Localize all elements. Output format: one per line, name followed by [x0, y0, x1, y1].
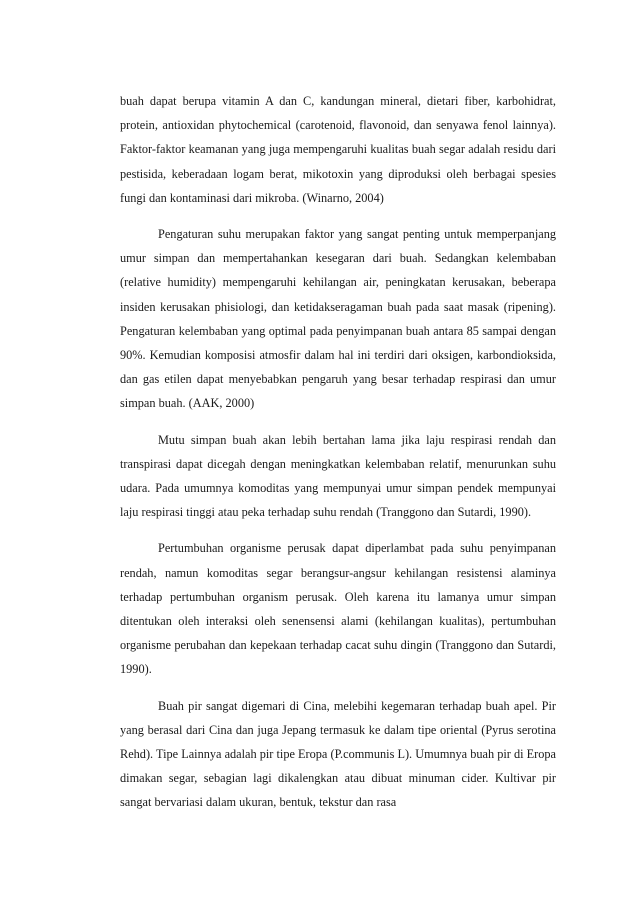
paragraph-1: buah dapat berupa vitamin A dan C, kandungan mineral, dietari fiber, karbohidrat, protein, antioxidan phytochemical (carotenoid, flavonoid, dan senyawa fenol lainnya). Faktor-faktor keamanan yang juga mempengaruhi kualitas buah segar adalah residu dari pestisida, keberadaan logam berat, mikotoxin yang diproduksi oleh berbagai spesies fungi dan kontaminasi dari mikroba. (Winarno, 2004)	[120, 94, 556, 205]
paragraph-2: Pengaturan suhu merupakan faktor yang sangat penting untuk memperpanjang umur simpan dan mempertahankan kesegaran dari buah. Sedangkan kelembaban (relative humidity) mempengaruhi kehilangan air, peningkatan kerusakan, beberapa insiden kerusakan phisiologi, dan ketidakseragaman buah pada saat masak (ripening). Pengaturan kelembaban yang optimal pada penyimpanan buah antara 85 sampai dengan 90%. Kemudian komposisi atmosfir dalam hal ini terdiri dari oksigen, karbondioksida, dan gas etilen dapat menyebabkan pengaruh yang besar terhadap respirasi dan umur simpan buah. (AAK, 2000)	[120, 227, 556, 411]
paragraph-4: Pertumbuhan organisme perusak dapat diperlambat pada suhu penyimpanan rendah, namun komoditas segar berangsur-angsur kehilangan resistensi alaminya terhadap pertumbuhan organism perusak. Oleh karena itu lamanya umur simpan ditentukan oleh interaksi oleh senensensi alami (kehilangan kualitas), pertumbuhan organisme perubahan dan kepekaan terhadap cacat suhu dingin (Tranggono dan Sutardi, 1990).	[120, 541, 556, 677]
paragraph-3: Mutu simpan buah akan lebih bertahan lama jika laju respirasi rendah dan transpirasi dapat dicegah dengan meningkatkan kelembaban relatif, menurunkan suhu udara. Pada umumnya komoditas yang mempunyai umur simpan pendek mempunyai laju respirasi tinggi atau peka terhadap suhu rendah (Tranggono dan Sutardi, 1990).	[120, 432, 556, 520]
paragraph-5: Buah pir sangat digemari di Cina, melebihi kegemaran terhadap buah apel. Pir yang berasal dari Cina dan juga Jepang termasuk ke dalam tipe oriental (Pyrus serotina Rehd). Tipe Lainnya adalah pir tipe Eropa (P.communis L). Umumnya buah pir di Eropa dimakan segar, sebagian lagi dikalengkan atau dibuat minuman cider. Kultivar pir sangat bervariasi dalam ukuran, bentuk, tekstur dan rasa	[120, 698, 556, 810]
document-page	[120, 89, 556, 827]
